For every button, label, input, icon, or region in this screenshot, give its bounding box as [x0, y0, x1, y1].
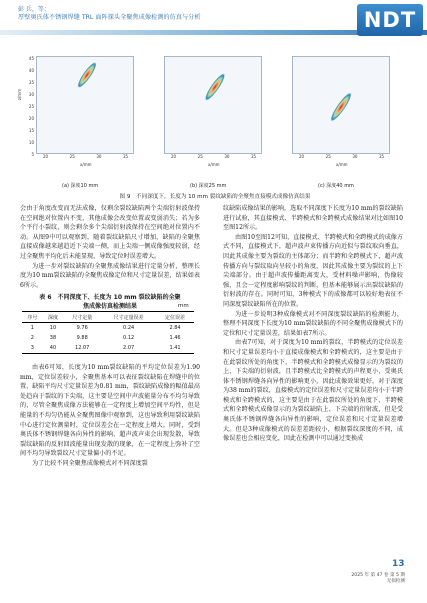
table-cell: 10 — [49, 325, 57, 331]
header-authors: 彭 兵，等： — [18, 6, 50, 13]
table-header-row — [22, 312, 194, 323]
table-cell: 0.24 — [123, 325, 135, 331]
table-header: 序号 — [27, 314, 38, 321]
figure-caption: 图 9 不同深度下，长度为 10 mm 裂纹缺陷的全聚焦直接模式成像仿真结果 — [119, 194, 311, 200]
x-ticks-panel-a — [38, 154, 134, 162]
results-table — [22, 311, 194, 354]
paragraph: 纹缺陷成像结果的影响，选取不同深度下长度为10 mm的裂纹缺陷进行试验，其直接模式、半跨模式和全跨模式成像结果对比如图10至图12所示。 — [223, 205, 403, 232]
x-ticks-panel-b — [166, 154, 262, 162]
journal-footer — [335, 573, 405, 585]
journal-name: 无损检测 — [386, 579, 405, 584]
y-tick-label: 10 — [28, 140, 34, 145]
panel-label-a: (a) 深度10 mm — [62, 183, 99, 189]
paragraph: 为进一步对裂纹缺陷的全聚焦成像结果进行定量分析，整理长度为10 mm裂纹缺陷的全聚焦成像定位和尺寸定量误差，结果如表6所示。 — [20, 262, 200, 289]
table-caption-line: 表 6 不同深度下、长度为 10 mm 裂纹缺陷的全聚 — [39, 294, 181, 301]
table-cell: 38 — [49, 335, 57, 341]
x-axis-label-b: x/mm — [208, 162, 220, 167]
tfm-image-c — [292, 56, 390, 154]
table-header: 定位误差 — [165, 314, 186, 321]
table-cell: 9.76 — [76, 325, 88, 331]
y-ticks-panel-a — [24, 56, 34, 157]
y-tick-label: 30 — [28, 92, 34, 97]
figure-panel-a — [22, 56, 134, 166]
x-tick-label: 30 — [352, 154, 358, 159]
figure-panel-c — [278, 56, 390, 166]
table-header: 深度 — [47, 314, 58, 321]
table-cell: 9.88 — [76, 335, 88, 341]
y-axis-label: z/mm — [17, 88, 23, 101]
page-number: 13 — [392, 559, 405, 569]
left-column-bottom — [20, 363, 200, 599]
tfm-image-b — [164, 56, 262, 154]
table-unit: mm — [178, 303, 189, 309]
paragraph: 由表6可知，长度为10 mm裂纹缺陷的平均定位误差为1.90 mm，定位误差较小，全聚焦基本可以表征裂纹缺陷在焊缝中的位置，缺陷平均尺寸定量误差为0.81 mm，裂纹缺陷成像的幅值最高处趋向于裂纹的下尖端，这主要是空间中声波能量分布不均匀导致的，尽管全聚焦成像方法能够在一定程度上增加空间平均性，但是能量的不均匀仍能从全聚焦图像中观察到，这也导致利用裂纹缺陷中心进行定位测量时，定位误差会在一定程度上增大。同时，受到奥氏体不锈钢焊缝各向异性的影响，超声波声束会出现发散，导致裂纹缺陷的反射回波能量出现发散的现象，在一定程度上弥补了空间不均匀导致裂纹尺寸定量偏小的不足。 — [20, 364, 200, 458]
paragraph: 会由于角度改变而无法成像，仅剩余裂纹缺陷两个尖端衍射波保持在空间绝对位置内不变，其他成像会改变位置或变弱消失；若为多个平行小裂纹，则会剩余多个尖端衍射波保持在空间绝对位置内不动。从图9中可以观察到，随着裂纹缺陷尺寸增加，缺陷的全聚焦直接成像越来越趋近下尖端一侧，而上尖端一侧成像强度较弱，经过全聚焦平均化后未能显现，导致定位时误差增大。 — [20, 205, 200, 260]
journal-issue: 2025 年 第 47 卷 第 5 期 — [351, 573, 405, 578]
y-tick-label: 5 — [31, 152, 34, 157]
x-tick-label: 25 — [69, 154, 75, 159]
table-row — [22, 323, 194, 334]
x-tick-label: 20 — [43, 154, 49, 159]
table-row — [22, 343, 194, 354]
paragraph: 由图10至图12可知，直接模式、半跨模式和全跨模式的成像方式不同，直接模式下，超声波声束传播方向近似与裂纹取向垂直，因此其成像主要为裂纹的主体部分；而半跨和全跨模式下，超声波传播方向与裂纹取向呈较小的角度，因此其成像主要为裂纹的上下尖端部分。由于超声波传播距离变大，受材料噪声影响，伪像较强，且会一定程度影响裂纹的判断，但基本能够展示出裂纹缺陷的衍射波的存在。同时可知，3种模式下的成像都可以较好地表征不同深度裂纹缺陷所在的位置。 — [223, 233, 403, 308]
y-tick-label: 35 — [28, 80, 34, 85]
tfm-image-a — [36, 56, 134, 154]
table-cell: 12.07 — [75, 345, 90, 351]
left-column-top — [20, 204, 200, 290]
table-cell: 2.84 — [169, 325, 181, 331]
x-tick-label: 35 — [379, 154, 385, 159]
x-tick-label: 25 — [197, 154, 203, 159]
x-tick-label: 30 — [96, 154, 102, 159]
paragraph: 为进一步说明3种成像模式对不同深度裂纹缺陷的检测能力，整理不同深度下长度为10 mm裂纹缺陷的不同全聚焦成像模式下的定位和尺寸定量误差，结果如表7所示。 — [223, 310, 403, 337]
x-tick-label: 20 — [171, 154, 177, 159]
x-tick-label: 30 — [224, 154, 230, 159]
x-axis-label-a: x/mm — [80, 162, 92, 167]
table-caption — [20, 293, 200, 311]
journal-logo: NDT — [357, 4, 423, 36]
table-cell: 2 — [30, 335, 34, 341]
y-tick-label: 20 — [28, 116, 34, 121]
y-tick-label: 25 — [28, 104, 34, 109]
right-column — [223, 204, 403, 596]
table-cell: 1.46 — [169, 335, 181, 341]
table-cell: 1 — [30, 325, 34, 331]
running-header — [18, 6, 338, 22]
panel-label-b: (b) 深度25 mm — [190, 183, 227, 189]
table-row — [22, 333, 194, 343]
x-tick-label: 35 — [123, 154, 129, 159]
x-tick-label: 25 — [325, 154, 331, 159]
paragraph: 为了比较不同全聚焦成像模式对不同深度裂 — [32, 459, 148, 467]
table-cell: 1.41 — [169, 345, 181, 351]
paragraph: 由表7可知，对于深度为10 mm的裂纹，半跨模式的定位误差和尺寸定量误差均小于直接成像模式和全跨模式的，这主要是由于在此裂纹所处的角度下，半跨模式和全跨模式成像显示的为裂纹的上、下尖端的衍射波，且半跨模式比全跨模式的声程更小，受奥氏体不锈钢焊缝各向异性的影响更小，因此成像效果更好。对于深度为38 mm的裂纹，直接模式的定位误差和尺寸定量误差均小于半跨模式和全跨模式的，这主要是由于在此裂纹所处的角度下，半跨模式和全跨模式成像显示的为裂纹缺陷上、下尖端的衍射波，但是受奥氏体不锈钢焊缝各向异性的影响，定位误差和尺寸定量误差增大。但是3种成像模式的误差差距较小，根据裂纹深度的不同，成像误差也会相应变化，因此在检测中可以通过变换成 — [223, 339, 403, 443]
table-header: 尺寸定量误差 — [113, 314, 144, 321]
x-tick-label: 35 — [251, 154, 257, 159]
x-tick-label: 20 — [299, 154, 305, 159]
table-cell: 0.12 — [123, 335, 135, 341]
table-cell: 2.07 — [123, 345, 135, 351]
header-title: 厚壁奥氏体不锈钢焊缝 TRL 面阵探头全聚焦成像检测的仿真与分析 — [18, 14, 201, 21]
figure-panel-b — [150, 56, 262, 166]
y-tick-label: 40 — [28, 68, 34, 73]
x-ticks-panel-c — [294, 154, 390, 162]
panel-label-c: (c) 深度40 mm — [318, 183, 354, 189]
table-header: 尺寸定量 — [72, 314, 93, 321]
table-cell: 3 — [30, 345, 34, 351]
y-tick-label: 45 — [28, 56, 34, 61]
x-axis-label-c: x/mm — [336, 162, 348, 167]
table-caption-line: 焦成像仿真检测结果 — [82, 303, 137, 310]
y-tick-label: 15 — [28, 128, 34, 133]
table-cell: 40 — [49, 345, 57, 351]
